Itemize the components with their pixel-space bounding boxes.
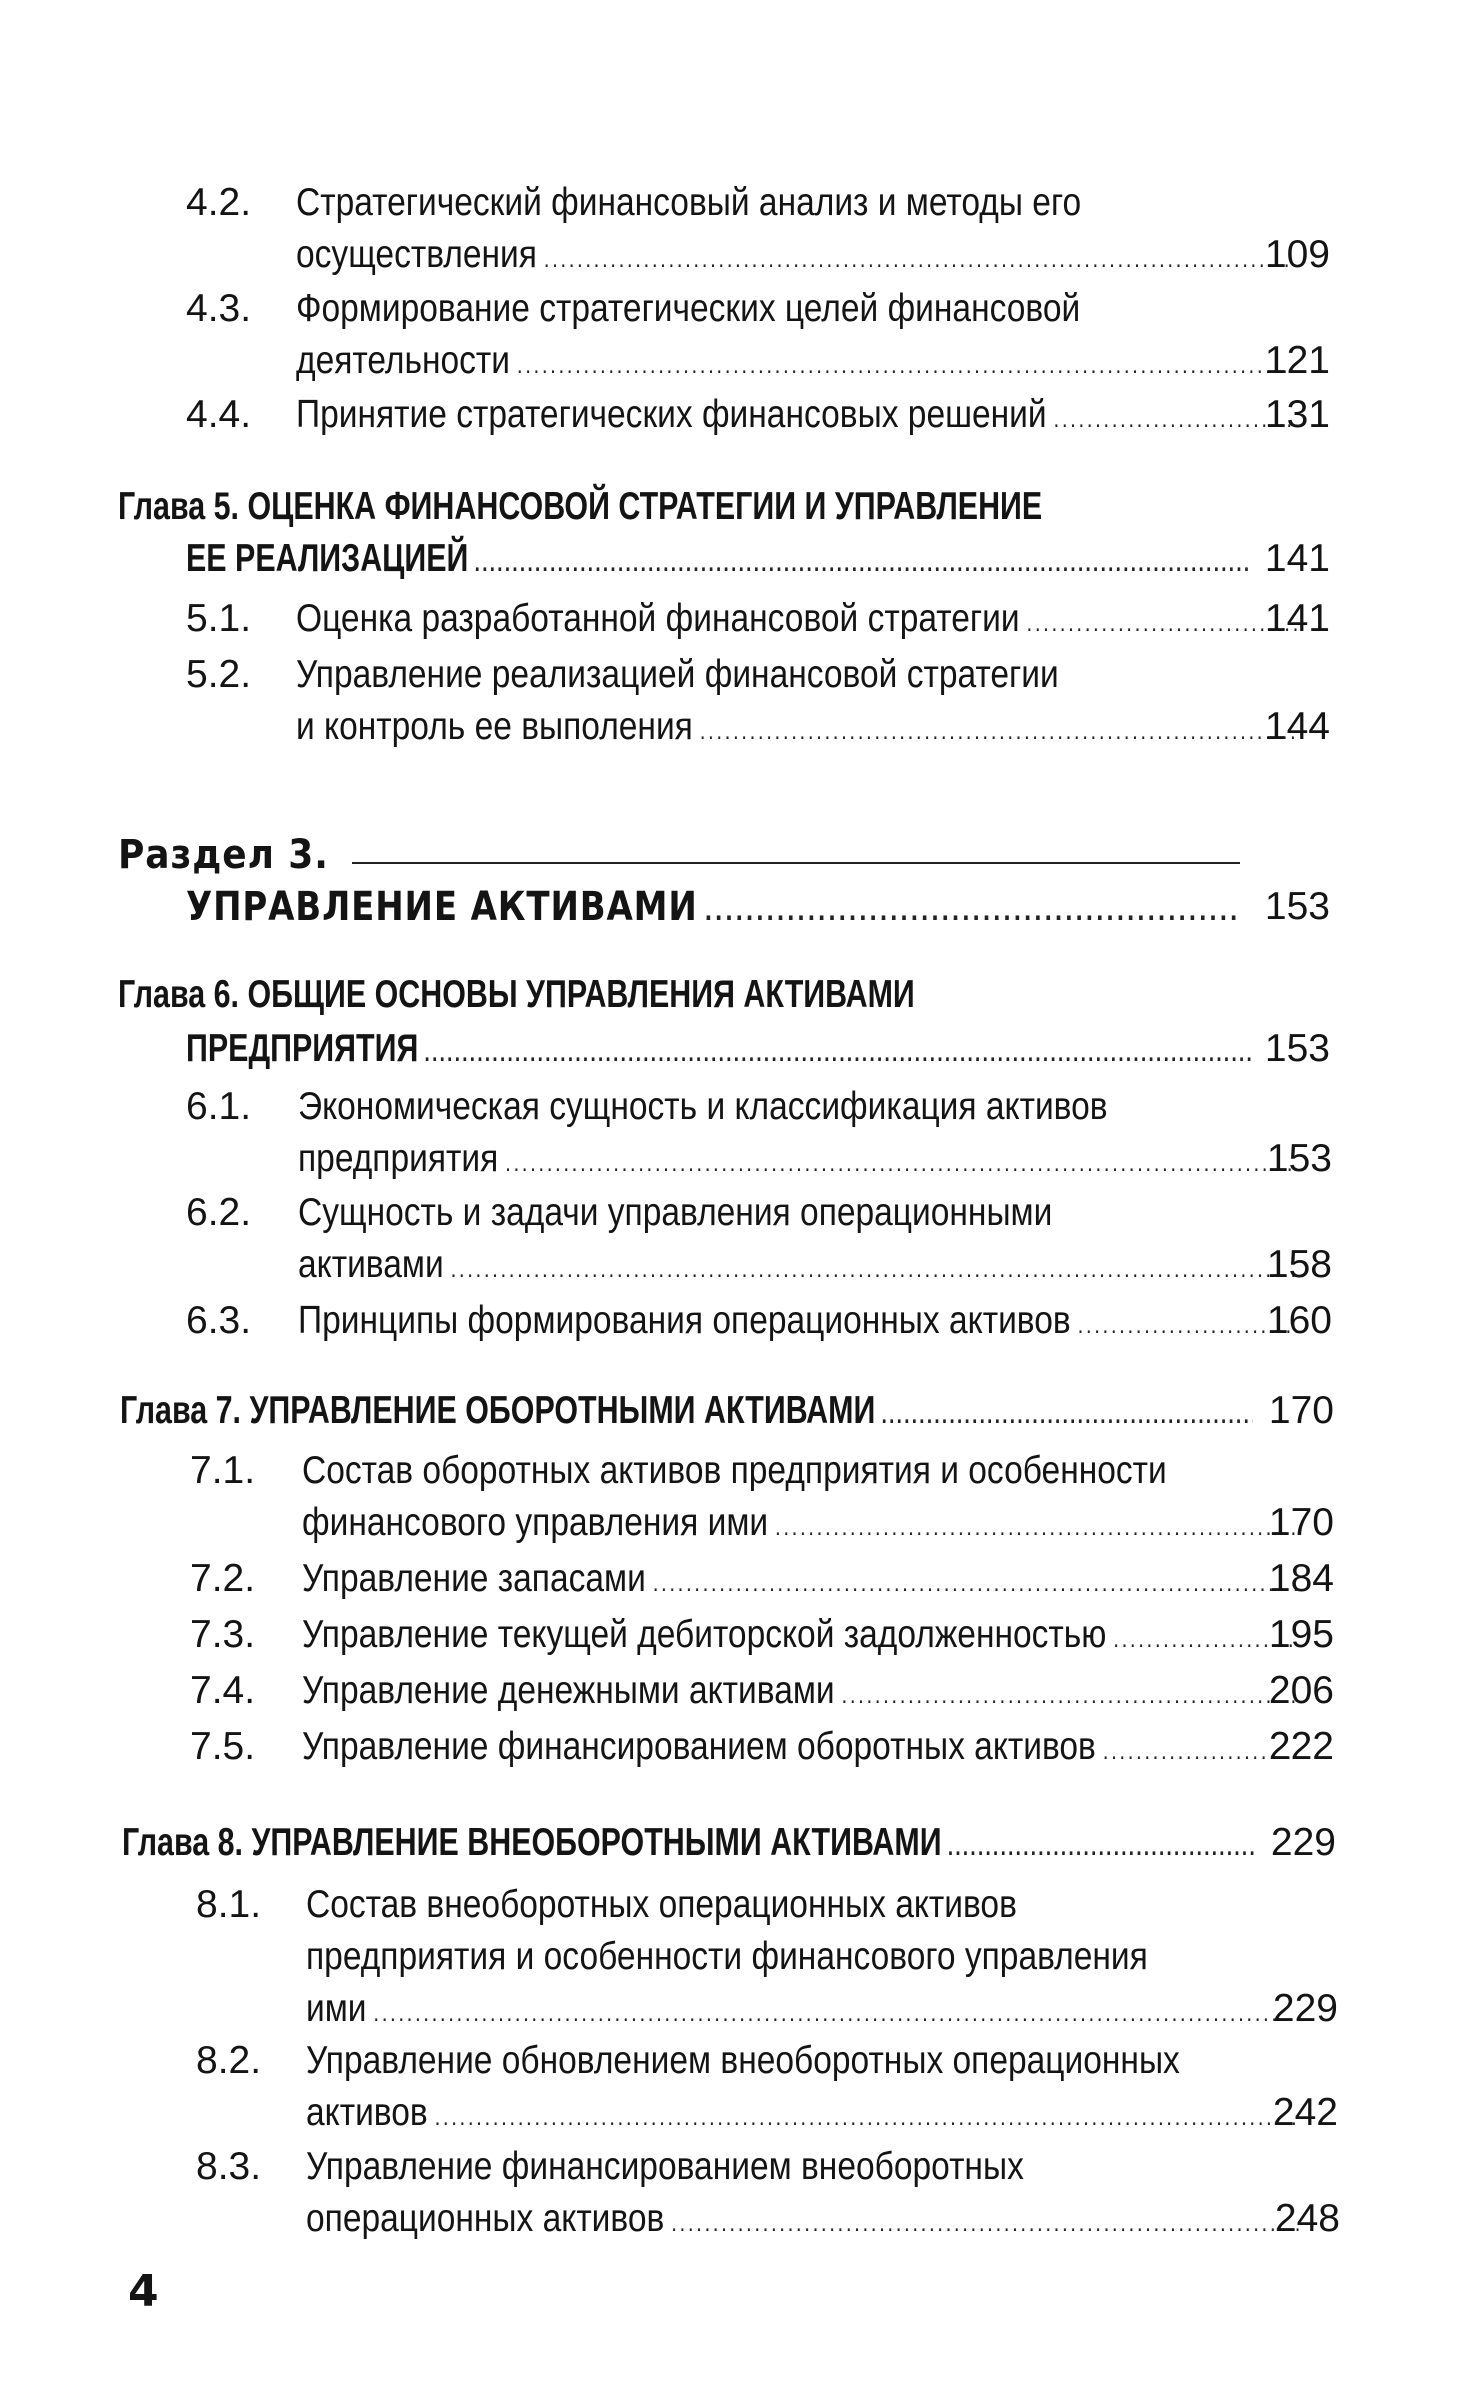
entry-number: 7.1. — [190, 1449, 256, 1492]
entry-title: Стратегический финансовый анализ и методы его — [296, 181, 1082, 224]
leader-dots — [882, 1391, 1253, 1441]
leader-dots — [671, 2199, 1298, 2249]
leader-dots — [451, 1245, 1298, 1295]
toc-entry-line — [120, 1386, 1259, 1441]
page-number: 121 — [1264, 339, 1330, 382]
page-number: 153 — [1266, 1137, 1332, 1180]
section-rule — [352, 862, 1240, 864]
section-title: УПРАВЛЕНИЕ АКТИВАМИ — [186, 884, 698, 930]
entry-title: Принципы формирования операционных активов — [298, 1299, 1071, 1342]
entry-title-cont: осуществления — [296, 233, 537, 276]
chapter-heading: Глава 8. УПРАВЛЕНИЕ ВНЕОБОРОТНЫМИ АКТИВАМИ — [122, 1821, 942, 1864]
leader-dots — [505, 1139, 1297, 1189]
entry-title-cont: деятельности — [296, 339, 511, 382]
leader-dots — [700, 707, 1297, 757]
toc-entry-line — [296, 336, 1304, 391]
entry-title: Оценка разработанной финансовой стратегии — [296, 597, 1020, 640]
page-number: 184 — [1268, 1557, 1334, 1600]
chapter-heading: Глава 6. ОБЩИЕ ОСНОВЫ УПРАВЛЕНИЯ АКТИВАМИ — [118, 973, 915, 1016]
page-number: 170 — [1268, 1501, 1334, 1544]
leader-dots — [425, 1029, 1253, 1079]
entry-title-cont: и контроль ее выполения — [296, 705, 693, 748]
toc-entry-line — [298, 1240, 1304, 1295]
toc-entry-line — [296, 230, 1304, 285]
toc-entry-line — [306, 2088, 1305, 2143]
toc-entry-line — [302, 1554, 1305, 1609]
leader-dots — [475, 539, 1253, 589]
leader-dots — [842, 1671, 1298, 1721]
section-heading: Раздел 3. — [118, 832, 329, 878]
leader-dots — [704, 887, 1241, 937]
toc-entry-line — [186, 1024, 1259, 1079]
page-number: 131 — [1264, 393, 1330, 436]
entry-title: Формирование стратегических целей финансовой — [296, 287, 1081, 330]
toc-entry-line — [302, 1722, 1305, 1777]
entry-title-cont: предприятия — [298, 1137, 499, 1180]
entry-number: 8.2. — [196, 2039, 262, 2082]
entry-title: Управление денежными активами — [302, 1669, 835, 1712]
entry-title: Управление реализацией финансовой стратегии — [296, 653, 1059, 696]
toc-entry-line — [296, 390, 1304, 445]
entry-title: Управление финансированием внеоборотных — [306, 2145, 1024, 2188]
entry-number: 5.1. — [186, 597, 252, 640]
entry-title: Принятие стратегических финансовых решений — [296, 393, 1047, 436]
page-number: 109 — [1264, 233, 1330, 276]
toc-entry-line — [122, 1818, 1261, 1873]
entry-number: 8.3. — [196, 2145, 262, 2188]
page-folio: 4 — [128, 2266, 159, 2317]
page-number: 229 — [1272, 1987, 1338, 2030]
entry-number: 7.4. — [190, 1669, 256, 1712]
leader-dots — [653, 1559, 1298, 1609]
entry-title: Состав внеоборотных операционных активов — [306, 1883, 1017, 1926]
page-number: 141 — [1264, 597, 1330, 640]
chapter-heading: Глава 7. УПРАВЛЕНИЕ ОБОРОТНЫМИ АКТИВАМИ — [120, 1389, 876, 1432]
page-number: 170 — [1268, 1389, 1334, 1432]
entry-number: 6.3. — [186, 1299, 252, 1342]
toc-entry-line — [302, 1666, 1305, 1721]
page-number: 153 — [1264, 885, 1330, 928]
toc-entry-line — [306, 2194, 1305, 2249]
entry-title-cont: активами — [298, 1243, 444, 1286]
leader-dots — [517, 341, 1297, 391]
entry-title: Состав оборотных активов предприятия и особенности — [302, 1449, 1167, 1492]
entry-title-cont: финансового управления ими — [302, 1501, 769, 1544]
page-number: 222 — [1268, 1725, 1334, 1768]
leader-dots — [435, 2093, 1299, 2143]
page-number: 229 — [1270, 1821, 1336, 1864]
entry-title-cont: ими — [306, 1987, 367, 2030]
entry-title: Экономическая сущность и классификация активов — [298, 1085, 1108, 1128]
entry-number: 6.1. — [186, 1085, 252, 1128]
page-number: 144 — [1264, 705, 1330, 748]
entry-number: 7.3. — [190, 1613, 256, 1656]
entry-number: 4.2. — [186, 181, 252, 224]
toc-entry-line — [298, 1134, 1304, 1189]
chapter-heading-cont: ПРЕДПРИЯТИЯ — [186, 1027, 419, 1070]
toc-entry-line — [186, 882, 1249, 937]
page-number: 158 — [1266, 1243, 1332, 1286]
chapter-heading: Глава 5. ОЦЕНКА ФИНАНСОВОЙ СТРАТЕГИИ И УПРАВЛЕНИЕ — [118, 485, 1043, 528]
page-number: 248 — [1274, 2197, 1340, 2240]
entry-number: 8.1. — [196, 1883, 262, 1926]
page-number: 242 — [1272, 2091, 1338, 2134]
entry-title-cont: активов — [306, 2091, 428, 2134]
entry-number: 4.3. — [186, 287, 252, 330]
toc-entry-line — [296, 594, 1304, 649]
leader-dots — [948, 1823, 1255, 1873]
entry-number: 7.2. — [190, 1557, 256, 1600]
page-number: 160 — [1266, 1299, 1332, 1342]
chapter-heading-cont: ЕЕ РЕАЛИЗАЦИЕЙ — [186, 537, 469, 580]
page-number: 195 — [1268, 1613, 1334, 1656]
entry-title-cont: предприятия и особенности финансового управления — [306, 1935, 1148, 1978]
toc-entry-line — [302, 1610, 1305, 1665]
toc-entry-line — [306, 1984, 1305, 2039]
toc-entry-line — [302, 1498, 1305, 1553]
entry-number: 4.4. — [186, 393, 252, 436]
entry-title-cont: операционных активов — [306, 2197, 665, 2240]
toc-entry-line — [186, 534, 1259, 589]
entry-title: Управление обновлением внеоборотных операционных — [306, 2039, 1180, 2082]
leader-dots — [373, 1989, 1298, 2039]
entry-number: 7.5. — [190, 1725, 256, 1768]
entry-title: Сущность и задачи управления операционными — [298, 1191, 1053, 1234]
entry-title: Управление текущей дебиторской задолженностью — [302, 1613, 1107, 1656]
entry-title: Управление запасами — [302, 1557, 646, 1600]
page-number: 153 — [1264, 1027, 1330, 1070]
toc-entry-line — [296, 702, 1304, 757]
entry-number: 5.2. — [186, 653, 252, 696]
entry-number: 6.2. — [186, 1191, 252, 1234]
entry-title: Управление финансированием оборотных активов — [302, 1725, 1096, 1768]
page-number: 141 — [1264, 537, 1330, 580]
toc-entry-line — [298, 1296, 1304, 1351]
leader-dots — [544, 235, 1297, 285]
leader-dots — [775, 1503, 1298, 1553]
page-number: 206 — [1268, 1669, 1334, 1712]
